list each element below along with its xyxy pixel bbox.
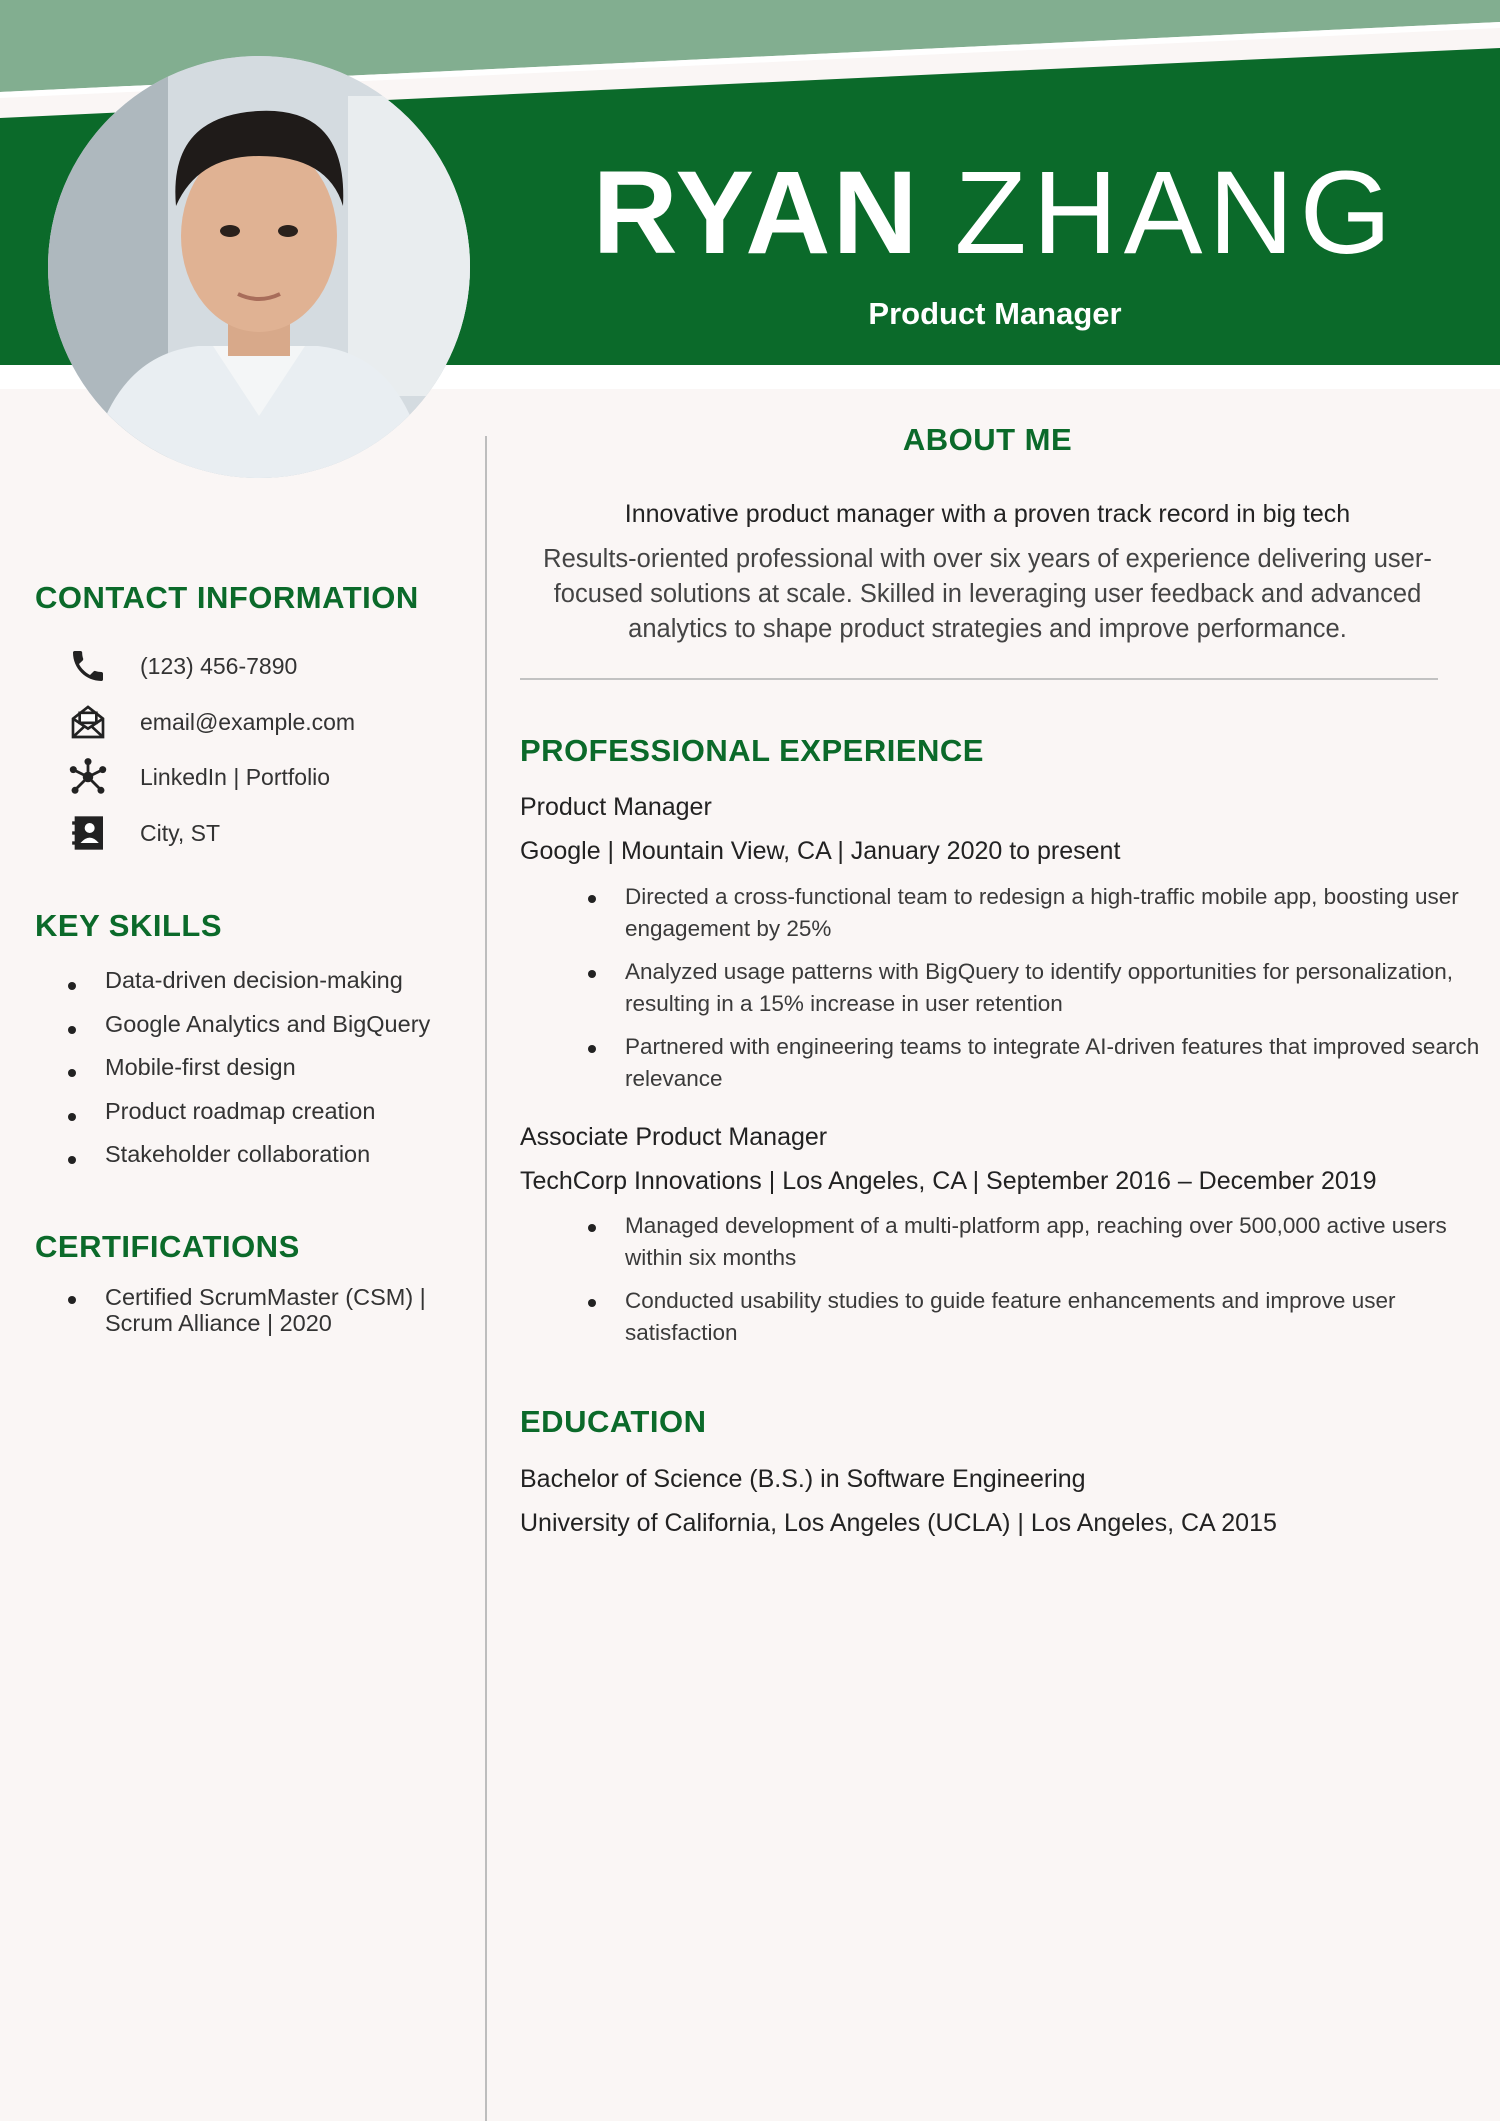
contact-phone [64,643,297,689]
network-icon [64,754,112,800]
about-lead: Innovative product manager with a proven track record in big tech [624,500,1351,528]
about-divider [520,678,1438,680]
education-heading: EDUCATION [520,1404,707,1439]
phone-icon [64,643,112,689]
candidate-name [560,148,1430,278]
certifications-list [63,1284,463,1336]
column-divider [485,436,487,2121]
about-heading: ABOUT ME [902,422,1073,457]
first-name: RYAN [592,147,920,279]
list-item: Mobile-first design [63,1054,463,1098]
email-icon [64,699,112,745]
contact-links-text: LinkedIn | Portfolio [140,763,331,790]
contact-phone-text: (123) 456-7890 [140,652,298,679]
contact-heading: CONTACT INFORMATION [35,580,419,615]
last-name: ZHANG [954,147,1398,279]
skills-heading: KEY SKILLS [35,908,223,943]
contact-email[interactable] [64,699,355,745]
list-item: Directed a cross-functional team to redesign a high-traffic mobile app, boosting user engagement by 25% [520,881,1480,945]
skills-list [63,967,463,1185]
list-item: Certified ScrumMaster (CSM) | Scrum Alliance | 2020 [63,1284,463,1336]
contact-location-text: City, ST [140,819,221,846]
list-item: Partnered with engineering teams to integrate AI-driven features that improved search relevance [520,1031,1480,1095]
contact-email-text: email@example.com [140,708,356,735]
list-item: Google Analytics and BigQuery [63,1011,463,1055]
certifications-heading: CERTIFICATIONS [35,1229,300,1264]
list-item: Managed development of a multi-platform app, reaching over 500,000 active users within six months [520,1210,1480,1274]
about-body: Results-oriented professional with over six years of experience delivering user-focused solutions at scale. Skilled in leveraging user feedback and advanced analytics to shape product strategies and improve performance. [543,545,1432,643]
job-1-org: Google | Mountain View, CA | January 2020 to present [520,837,1121,865]
list-item: Product roadmap creation [63,1098,463,1142]
job-title: Product Manager [868,296,1122,331]
job-2-bullets [520,1210,1480,1360]
list-item: Conducted usability studies to guide feature enhancements and improve user satisfaction [520,1285,1480,1349]
education-degree: Bachelor of Science (B.S.) in Software Engineering [520,1465,1086,1493]
list-item: Data-driven decision-making [63,967,463,1011]
profile-photo [48,56,470,478]
job-1-bullets [520,881,1480,1106]
contact-location [64,810,220,856]
job-2-role: Associate Product Manager [520,1123,828,1151]
list-item: Stakeholder collaboration [63,1141,463,1185]
job-2-org: TechCorp Innovations | Los Angeles, CA | September 2016 – December 2019 [520,1167,1377,1195]
list-item: Analyzed usage patterns with BigQuery to identify opportunities for personalization, resulting in a 15% increase in user retention [520,956,1480,1020]
contact-card-icon [64,810,112,856]
job-1-role: Product Manager [520,793,712,821]
contact-links[interactable] [64,754,330,800]
experience-heading: PROFESSIONAL EXPERIENCE [520,733,984,768]
education-school: University of California, Los Angeles (UCLA) | Los Angeles, CA 2015 [520,1509,1277,1537]
